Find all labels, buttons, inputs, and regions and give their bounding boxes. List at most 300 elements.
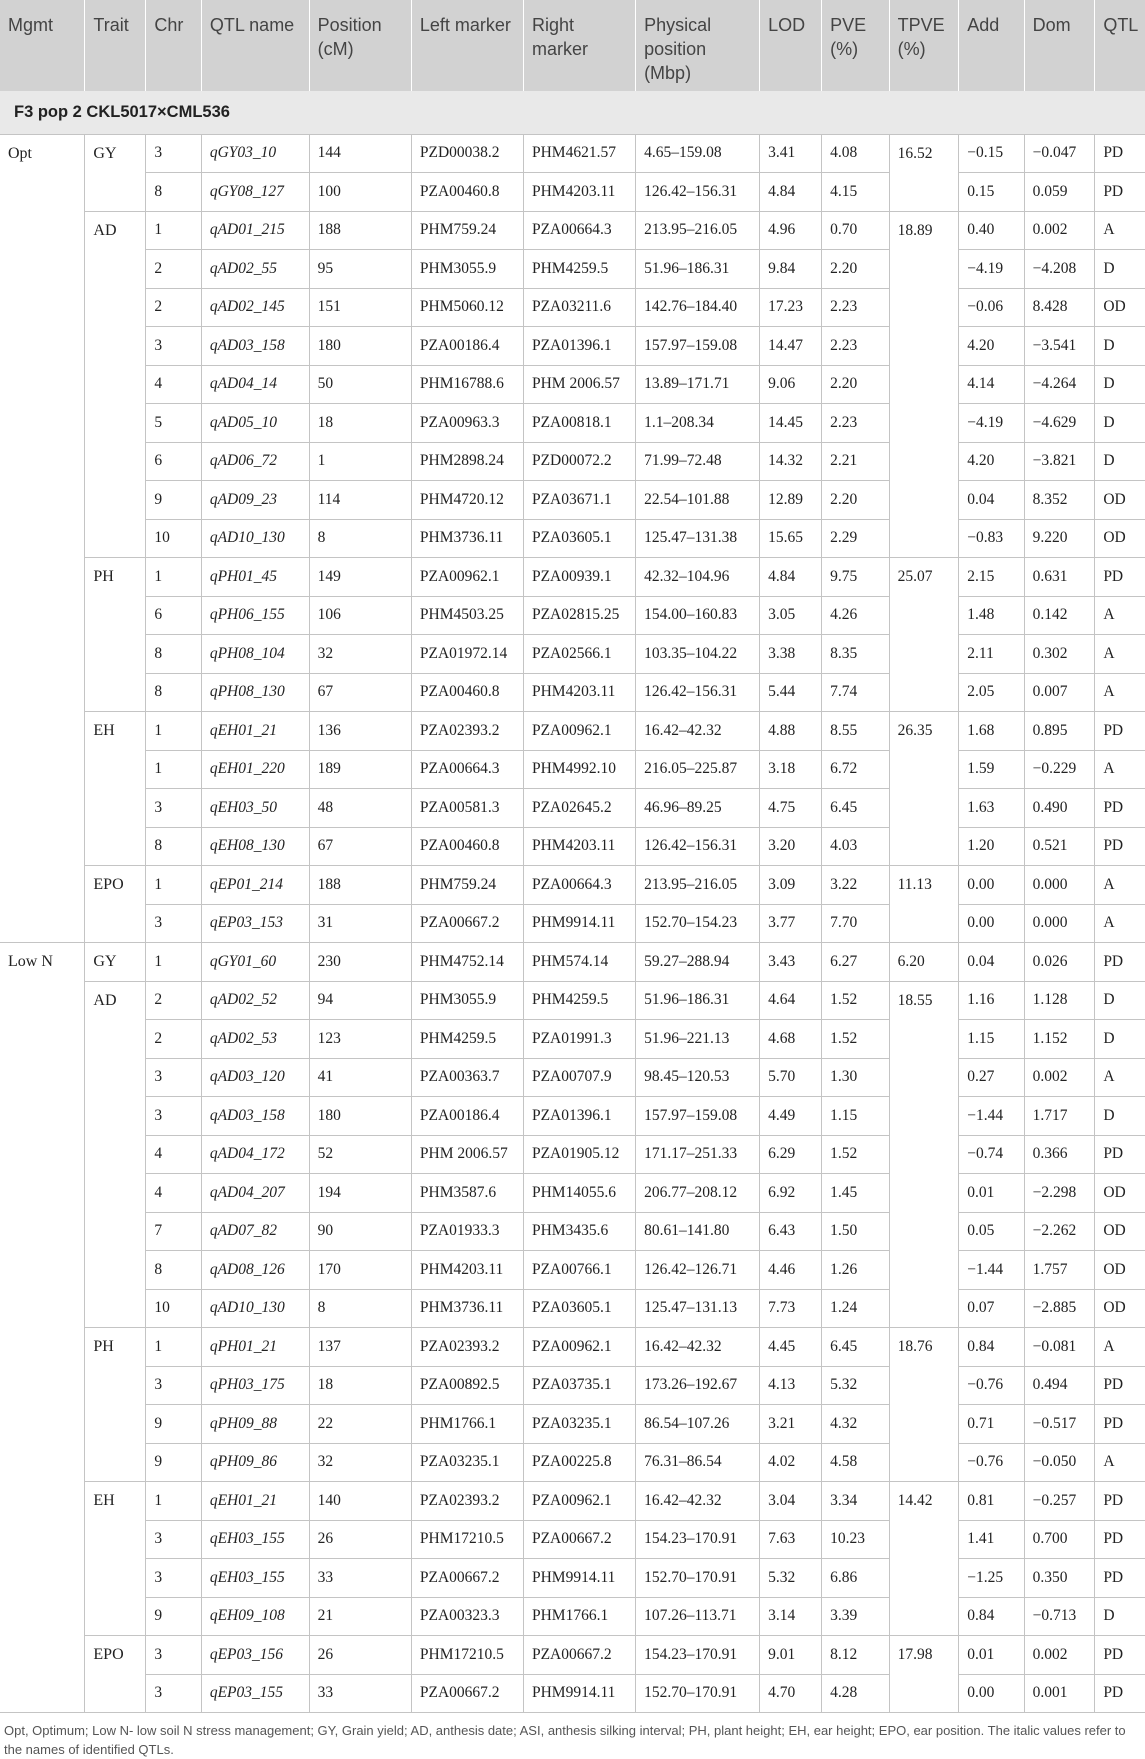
cell-qtl: A xyxy=(1095,1328,1145,1367)
cell-physical-position: 98.45–120.53 xyxy=(636,1058,760,1097)
cell-dom: −2.262 xyxy=(1024,1212,1095,1251)
cell-left-marker: PZA02393.2 xyxy=(411,1482,523,1521)
cell-qtl-name: qPH09_88 xyxy=(201,1405,309,1444)
table-row xyxy=(0,1636,1145,1675)
section-row xyxy=(0,91,1145,134)
cell-qtl: PD xyxy=(1095,1135,1145,1174)
cell-left-marker: PZA00581.3 xyxy=(411,789,523,828)
cell-add: 2.05 xyxy=(959,673,1024,712)
cell-physical-position: 16.42–42.32 xyxy=(636,1328,760,1367)
cell-qtl-name: qGY08_127 xyxy=(201,173,309,212)
cell-position: 32 xyxy=(309,1443,411,1482)
cell-qtl: PD xyxy=(1095,1366,1145,1405)
cell-tpve: 17.98 xyxy=(889,1636,959,1713)
cell-dom: 0.521 xyxy=(1024,827,1095,866)
header-physical-position: Physical position (Mbp) xyxy=(636,0,760,91)
cell-lod: 3.14 xyxy=(760,1597,822,1636)
cell-trait: EPO xyxy=(85,866,146,943)
cell-left-marker: PHM4720.12 xyxy=(411,481,523,520)
cell-qtl-name: qEH08_130 xyxy=(201,827,309,866)
cell-qtl: OD xyxy=(1095,1251,1145,1290)
cell-qtl-name: qAD08_126 xyxy=(201,1251,309,1290)
cell-lod: 9.06 xyxy=(760,365,822,404)
header-qtl-name: QTL name xyxy=(201,0,309,91)
table-row xyxy=(0,1443,1145,1482)
cell-dom: 1.128 xyxy=(1024,981,1095,1020)
cell-physical-position: 173.26–192.67 xyxy=(636,1366,760,1405)
cell-chr: 3 xyxy=(146,327,202,366)
cell-dom: 0.366 xyxy=(1024,1135,1095,1174)
cell-lod: 4.45 xyxy=(760,1328,822,1367)
cell-position: 41 xyxy=(309,1058,411,1097)
cell-qtl: D xyxy=(1095,404,1145,443)
table-row xyxy=(0,211,1145,250)
cell-qtl-name: qAD02_145 xyxy=(201,288,309,327)
cell-position: 31 xyxy=(309,904,411,943)
cell-physical-position: 86.54–107.26 xyxy=(636,1405,760,1444)
cell-chr: 1 xyxy=(146,1328,202,1367)
cell-position: 100 xyxy=(309,173,411,212)
cell-lod: 4.88 xyxy=(760,712,822,751)
cell-tpve: 18.89 xyxy=(889,211,959,558)
cell-chr: 1 xyxy=(146,1482,202,1521)
cell-add: −0.83 xyxy=(959,519,1024,558)
cell-physical-position: 51.96–186.31 xyxy=(636,981,760,1020)
cell-add: 2.15 xyxy=(959,558,1024,597)
cell-dom: 1.152 xyxy=(1024,1020,1095,1059)
cell-tpve: 25.07 xyxy=(889,558,959,712)
cell-qtl-name: qPH01_21 xyxy=(201,1328,309,1367)
cell-pve: 4.28 xyxy=(822,1674,889,1713)
cell-position: 180 xyxy=(309,1097,411,1136)
cell-right-marker: PZA01905.12 xyxy=(523,1135,635,1174)
cell-qtl-name: qPH06_155 xyxy=(201,596,309,635)
header-trait: Trait xyxy=(85,0,146,91)
cell-right-marker: PZA00962.1 xyxy=(523,1328,635,1367)
cell-add: 1.68 xyxy=(959,712,1024,751)
cell-qtl: D xyxy=(1095,1020,1145,1059)
cell-left-marker: PHM3587.6 xyxy=(411,1174,523,1213)
cell-chr: 1 xyxy=(146,750,202,789)
cell-chr: 4 xyxy=(146,1174,202,1213)
cell-physical-position: 51.96–221.13 xyxy=(636,1020,760,1059)
cell-physical-position: 125.47–131.13 xyxy=(636,1289,760,1328)
table-row xyxy=(0,981,1145,1020)
cell-left-marker: PHM3736.11 xyxy=(411,1289,523,1328)
cell-add: 0.84 xyxy=(959,1597,1024,1636)
cell-add: 0.04 xyxy=(959,943,1024,982)
cell-dom: −3.541 xyxy=(1024,327,1095,366)
cell-add: 4.14 xyxy=(959,365,1024,404)
cell-qtl: D xyxy=(1095,250,1145,289)
cell-left-marker: PHM16788.6 xyxy=(411,365,523,404)
cell-position: 26 xyxy=(309,1636,411,1675)
cell-trait: AD xyxy=(85,211,146,558)
cell-right-marker: PZA00766.1 xyxy=(523,1251,635,1290)
cell-chr: 3 xyxy=(146,789,202,828)
cell-lod: 4.64 xyxy=(760,981,822,1020)
cell-right-marker: PZA03671.1 xyxy=(523,481,635,520)
cell-qtl: A xyxy=(1095,1443,1145,1482)
cell-lod: 5.70 xyxy=(760,1058,822,1097)
cell-qtl: A xyxy=(1095,673,1145,712)
cell-position: 194 xyxy=(309,1174,411,1213)
cell-physical-position: 71.99–72.48 xyxy=(636,442,760,481)
cell-qtl: PD xyxy=(1095,1559,1145,1598)
table-row xyxy=(0,1135,1145,1174)
cell-qtl-name: qAD10_130 xyxy=(201,519,309,558)
cell-pve: 2.20 xyxy=(822,365,889,404)
cell-qtl-name: qEH01_220 xyxy=(201,750,309,789)
cell-tpve: 18.76 xyxy=(889,1328,959,1482)
cell-dom: 0.000 xyxy=(1024,904,1095,943)
cell-pve: 1.26 xyxy=(822,1251,889,1290)
cell-physical-position: 107.26–113.71 xyxy=(636,1597,760,1636)
cell-right-marker: PHM 2006.57 xyxy=(523,365,635,404)
cell-qtl-name: qAD09_23 xyxy=(201,481,309,520)
cell-chr: 3 xyxy=(146,134,202,173)
cell-dom: −0.257 xyxy=(1024,1482,1095,1521)
section-title: F3 pop 2 CKL5017×CML536 xyxy=(0,91,1145,134)
cell-dom: −2.298 xyxy=(1024,1174,1095,1213)
cell-position: 230 xyxy=(309,943,411,982)
cell-physical-position: 152.70–170.91 xyxy=(636,1674,760,1713)
cell-qtl-name: qAD05_10 xyxy=(201,404,309,443)
cell-chr: 7 xyxy=(146,1212,202,1251)
cell-position: 26 xyxy=(309,1520,411,1559)
cell-qtl: PD xyxy=(1095,558,1145,597)
cell-dom: 0.026 xyxy=(1024,943,1095,982)
table-row xyxy=(0,1251,1145,1290)
cell-tpve: 16.52 xyxy=(889,134,959,211)
cell-qtl-name: qPH01_45 xyxy=(201,558,309,597)
cell-physical-position: 154.23–170.91 xyxy=(636,1520,760,1559)
cell-chr: 2 xyxy=(146,288,202,327)
cell-dom: 8.352 xyxy=(1024,481,1095,520)
cell-dom: 0.631 xyxy=(1024,558,1095,597)
cell-qtl: A xyxy=(1095,1058,1145,1097)
cell-left-marker: PHM1766.1 xyxy=(411,1405,523,1444)
cell-qtl-name: qAD04_14 xyxy=(201,365,309,404)
cell-position: 32 xyxy=(309,635,411,674)
cell-left-marker: PZA02393.2 xyxy=(411,712,523,751)
cell-chr: 3 xyxy=(146,1520,202,1559)
cell-pve: 1.52 xyxy=(822,1135,889,1174)
cell-pve: 8.12 xyxy=(822,1636,889,1675)
cell-chr: 3 xyxy=(146,1366,202,1405)
cell-left-marker: PZA00962.1 xyxy=(411,558,523,597)
header-dom: Dom xyxy=(1024,0,1095,91)
table-row xyxy=(0,250,1145,289)
cell-left-marker: PHM3055.9 xyxy=(411,250,523,289)
cell-physical-position: 152.70–170.91 xyxy=(636,1559,760,1598)
cell-add: 0.15 xyxy=(959,173,1024,212)
cell-left-marker: PHM4752.14 xyxy=(411,943,523,982)
cell-qtl: PD xyxy=(1095,173,1145,212)
cell-chr: 2 xyxy=(146,250,202,289)
cell-position: 90 xyxy=(309,1212,411,1251)
cell-tpve: 26.35 xyxy=(889,712,959,866)
cell-right-marker: PZA00818.1 xyxy=(523,404,635,443)
cell-chr: 1 xyxy=(146,211,202,250)
cell-qtl-name: qEH01_21 xyxy=(201,1482,309,1521)
cell-chr: 9 xyxy=(146,1405,202,1444)
cell-qtl-name: qEH03_50 xyxy=(201,789,309,828)
cell-right-marker: PHM4203.11 xyxy=(523,173,635,212)
header-row xyxy=(0,0,1145,91)
cell-position: 188 xyxy=(309,211,411,250)
cell-dom: 1.757 xyxy=(1024,1251,1095,1290)
cell-position: 95 xyxy=(309,250,411,289)
cell-lod: 9.01 xyxy=(760,1636,822,1675)
cell-chr: 10 xyxy=(146,519,202,558)
cell-qtl-name: qAD01_215 xyxy=(201,211,309,250)
header-lod: LOD xyxy=(760,0,822,91)
cell-position: 140 xyxy=(309,1482,411,1521)
cell-lod: 3.38 xyxy=(760,635,822,674)
cell-left-marker: PZA00664.3 xyxy=(411,750,523,789)
cell-dom: −4.264 xyxy=(1024,365,1095,404)
cell-lod: 3.04 xyxy=(760,1482,822,1521)
cell-qtl-name: qEH09_108 xyxy=(201,1597,309,1636)
cell-qtl-name: qGY03_10 xyxy=(201,134,309,173)
cell-dom: −0.713 xyxy=(1024,1597,1095,1636)
cell-left-marker: PZA01972.14 xyxy=(411,635,523,674)
cell-lod: 7.63 xyxy=(760,1520,822,1559)
cell-position: 22 xyxy=(309,1405,411,1444)
cell-chr: 8 xyxy=(146,635,202,674)
cell-lod: 17.23 xyxy=(760,288,822,327)
cell-tpve: 14.42 xyxy=(889,1482,959,1636)
table-row xyxy=(0,519,1145,558)
cell-right-marker: PZD00072.2 xyxy=(523,442,635,481)
cell-lod: 3.77 xyxy=(760,904,822,943)
cell-physical-position: 126.42–156.31 xyxy=(636,673,760,712)
cell-physical-position: 152.70–154.23 xyxy=(636,904,760,943)
cell-chr: 6 xyxy=(146,596,202,635)
header-mgmt: Mgmt xyxy=(0,0,85,91)
table-row xyxy=(0,1058,1145,1097)
cell-physical-position: 13.89–171.71 xyxy=(636,365,760,404)
cell-lod: 5.32 xyxy=(760,1559,822,1598)
cell-lod: 4.13 xyxy=(760,1366,822,1405)
cell-dom: −4.629 xyxy=(1024,404,1095,443)
cell-add: −0.76 xyxy=(959,1443,1024,1482)
cell-pve: 8.55 xyxy=(822,712,889,751)
cell-add: 2.11 xyxy=(959,635,1024,674)
cell-add: −0.74 xyxy=(959,1135,1024,1174)
cell-right-marker: PZA02645.2 xyxy=(523,789,635,828)
cell-left-marker: PHM4259.5 xyxy=(411,1020,523,1059)
cell-left-marker: PHM2898.24 xyxy=(411,442,523,481)
cell-add: 0.04 xyxy=(959,481,1024,520)
cell-qtl: D xyxy=(1095,442,1145,481)
cell-chr: 6 xyxy=(146,442,202,481)
cell-lod: 4.68 xyxy=(760,1020,822,1059)
cell-physical-position: 157.97–159.08 xyxy=(636,327,760,366)
cell-right-marker: PZA03735.1 xyxy=(523,1366,635,1405)
cell-right-marker: PZA03211.6 xyxy=(523,288,635,327)
cell-right-marker: PZA01396.1 xyxy=(523,1097,635,1136)
cell-left-marker: PZA01933.3 xyxy=(411,1212,523,1251)
cell-add: −4.19 xyxy=(959,404,1024,443)
cell-pve: 6.86 xyxy=(822,1559,889,1598)
cell-trait: GY xyxy=(85,943,146,982)
header-left-marker: Left marker xyxy=(411,0,523,91)
cell-position: 94 xyxy=(309,981,411,1020)
table-row xyxy=(0,673,1145,712)
cell-right-marker: PHM4621.57 xyxy=(523,134,635,173)
cell-left-marker: PZA00963.3 xyxy=(411,404,523,443)
cell-left-marker: PZA00460.8 xyxy=(411,827,523,866)
cell-add: 1.59 xyxy=(959,750,1024,789)
cell-mgmt: Opt xyxy=(0,134,85,943)
cell-dom: 0.142 xyxy=(1024,596,1095,635)
cell-qtl-name: qAD06_72 xyxy=(201,442,309,481)
cell-qtl-name: qAD07_82 xyxy=(201,1212,309,1251)
cell-physical-position: 213.95–216.05 xyxy=(636,866,760,905)
cell-pve: 1.24 xyxy=(822,1289,889,1328)
cell-position: 52 xyxy=(309,1135,411,1174)
cell-qtl: OD xyxy=(1095,288,1145,327)
cell-physical-position: 213.95–216.05 xyxy=(636,211,760,250)
cell-pve: 6.45 xyxy=(822,789,889,828)
cell-dom: 0.490 xyxy=(1024,789,1095,828)
cell-qtl-name: qPH09_86 xyxy=(201,1443,309,1482)
cell-left-marker: PHM17210.5 xyxy=(411,1520,523,1559)
cell-left-marker: PHM4503.25 xyxy=(411,596,523,635)
cell-chr: 1 xyxy=(146,558,202,597)
cell-lod: 6.43 xyxy=(760,1212,822,1251)
cell-qtl: A xyxy=(1095,211,1145,250)
table-row xyxy=(0,1097,1145,1136)
cell-position: 67 xyxy=(309,673,411,712)
cell-position: 151 xyxy=(309,288,411,327)
cell-qtl-name: qAD03_158 xyxy=(201,327,309,366)
cell-qtl: A xyxy=(1095,866,1145,905)
cell-qtl: OD xyxy=(1095,481,1145,520)
cell-pve: 2.21 xyxy=(822,442,889,481)
cell-qtl: A xyxy=(1095,750,1145,789)
cell-tpve: 11.13 xyxy=(889,866,959,943)
table-row xyxy=(0,635,1145,674)
cell-add: 0.84 xyxy=(959,1328,1024,1367)
cell-physical-position: 216.05–225.87 xyxy=(636,750,760,789)
cell-lod: 3.41 xyxy=(760,134,822,173)
table-row xyxy=(0,1212,1145,1251)
cell-qtl-name: qAD02_55 xyxy=(201,250,309,289)
cell-add: 0.05 xyxy=(959,1212,1024,1251)
cell-right-marker: PHM3435.6 xyxy=(523,1212,635,1251)
cell-add: 1.41 xyxy=(959,1520,1024,1559)
table-row xyxy=(0,1020,1145,1059)
cell-add: −4.19 xyxy=(959,250,1024,289)
cell-right-marker: PZA03235.1 xyxy=(523,1405,635,1444)
cell-dom: 0.302 xyxy=(1024,635,1095,674)
cell-position: 50 xyxy=(309,365,411,404)
cell-pve: 1.45 xyxy=(822,1174,889,1213)
cell-pve: 9.75 xyxy=(822,558,889,597)
table-row xyxy=(0,1482,1145,1521)
cell-add: −1.44 xyxy=(959,1097,1024,1136)
cell-chr: 9 xyxy=(146,1597,202,1636)
table-row xyxy=(0,943,1145,982)
cell-dom: −0.050 xyxy=(1024,1443,1095,1482)
cell-pve: 3.22 xyxy=(822,866,889,905)
table-row xyxy=(0,1559,1145,1598)
cell-dom: 0.895 xyxy=(1024,712,1095,751)
cell-add: −0.15 xyxy=(959,134,1024,173)
cell-chr: 2 xyxy=(146,1020,202,1059)
cell-add: 0.27 xyxy=(959,1058,1024,1097)
table-row xyxy=(0,404,1145,443)
cell-lod: 15.65 xyxy=(760,519,822,558)
cell-qtl: D xyxy=(1095,365,1145,404)
cell-lod: 7.73 xyxy=(760,1289,822,1328)
cell-pve: 7.70 xyxy=(822,904,889,943)
cell-physical-position: 154.00–160.83 xyxy=(636,596,760,635)
cell-right-marker: PZA00664.3 xyxy=(523,211,635,250)
cell-position: 18 xyxy=(309,404,411,443)
cell-left-marker: PHM 2006.57 xyxy=(411,1135,523,1174)
table-row xyxy=(0,481,1145,520)
cell-tpve: 6.20 xyxy=(889,943,959,982)
cell-pve: 2.29 xyxy=(822,519,889,558)
table-row xyxy=(0,288,1145,327)
cell-pve: 3.39 xyxy=(822,1597,889,1636)
cell-qtl: OD xyxy=(1095,1289,1145,1328)
table-row xyxy=(0,827,1145,866)
cell-qtl-name: qEP03_153 xyxy=(201,904,309,943)
cell-left-marker: PHM759.24 xyxy=(411,211,523,250)
cell-lod: 4.02 xyxy=(760,1443,822,1482)
cell-pve: 8.35 xyxy=(822,635,889,674)
cell-dom: 0.001 xyxy=(1024,1674,1095,1713)
cell-left-marker: PZD00038.2 xyxy=(411,134,523,173)
cell-position: 137 xyxy=(309,1328,411,1367)
cell-qtl: PD xyxy=(1095,1636,1145,1675)
cell-left-marker: PZA03235.1 xyxy=(411,1443,523,1482)
cell-pve: 1.50 xyxy=(822,1212,889,1251)
cell-dom: 0.007 xyxy=(1024,673,1095,712)
cell-dom: 0.350 xyxy=(1024,1559,1095,1598)
cell-chr: 3 xyxy=(146,1636,202,1675)
cell-right-marker: PHM9914.11 xyxy=(523,1674,635,1713)
cell-pve: 4.03 xyxy=(822,827,889,866)
cell-qtl: PD xyxy=(1095,134,1145,173)
cell-chr: 3 xyxy=(146,1097,202,1136)
cell-lod: 4.84 xyxy=(760,173,822,212)
header-right-marker: Right marker xyxy=(523,0,635,91)
table-row xyxy=(0,365,1145,404)
table-row xyxy=(0,173,1145,212)
cell-pve: 1.52 xyxy=(822,1020,889,1059)
cell-dom: −0.517 xyxy=(1024,1405,1095,1444)
cell-physical-position: 206.77–208.12 xyxy=(636,1174,760,1213)
table-row xyxy=(0,904,1145,943)
cell-dom: 0.002 xyxy=(1024,1636,1095,1675)
cell-qtl-name: qAD03_120 xyxy=(201,1058,309,1097)
header-chr: Chr xyxy=(146,0,202,91)
cell-physical-position: 80.61–141.80 xyxy=(636,1212,760,1251)
cell-left-marker: PZA00667.2 xyxy=(411,1674,523,1713)
cell-mgmt: Low N xyxy=(0,943,85,1713)
cell-dom: 0.059 xyxy=(1024,173,1095,212)
cell-add: 0.00 xyxy=(959,904,1024,943)
cell-qtl-name: qAD02_53 xyxy=(201,1020,309,1059)
cell-left-marker: PHM3055.9 xyxy=(411,981,523,1020)
cell-position: 33 xyxy=(309,1559,411,1598)
